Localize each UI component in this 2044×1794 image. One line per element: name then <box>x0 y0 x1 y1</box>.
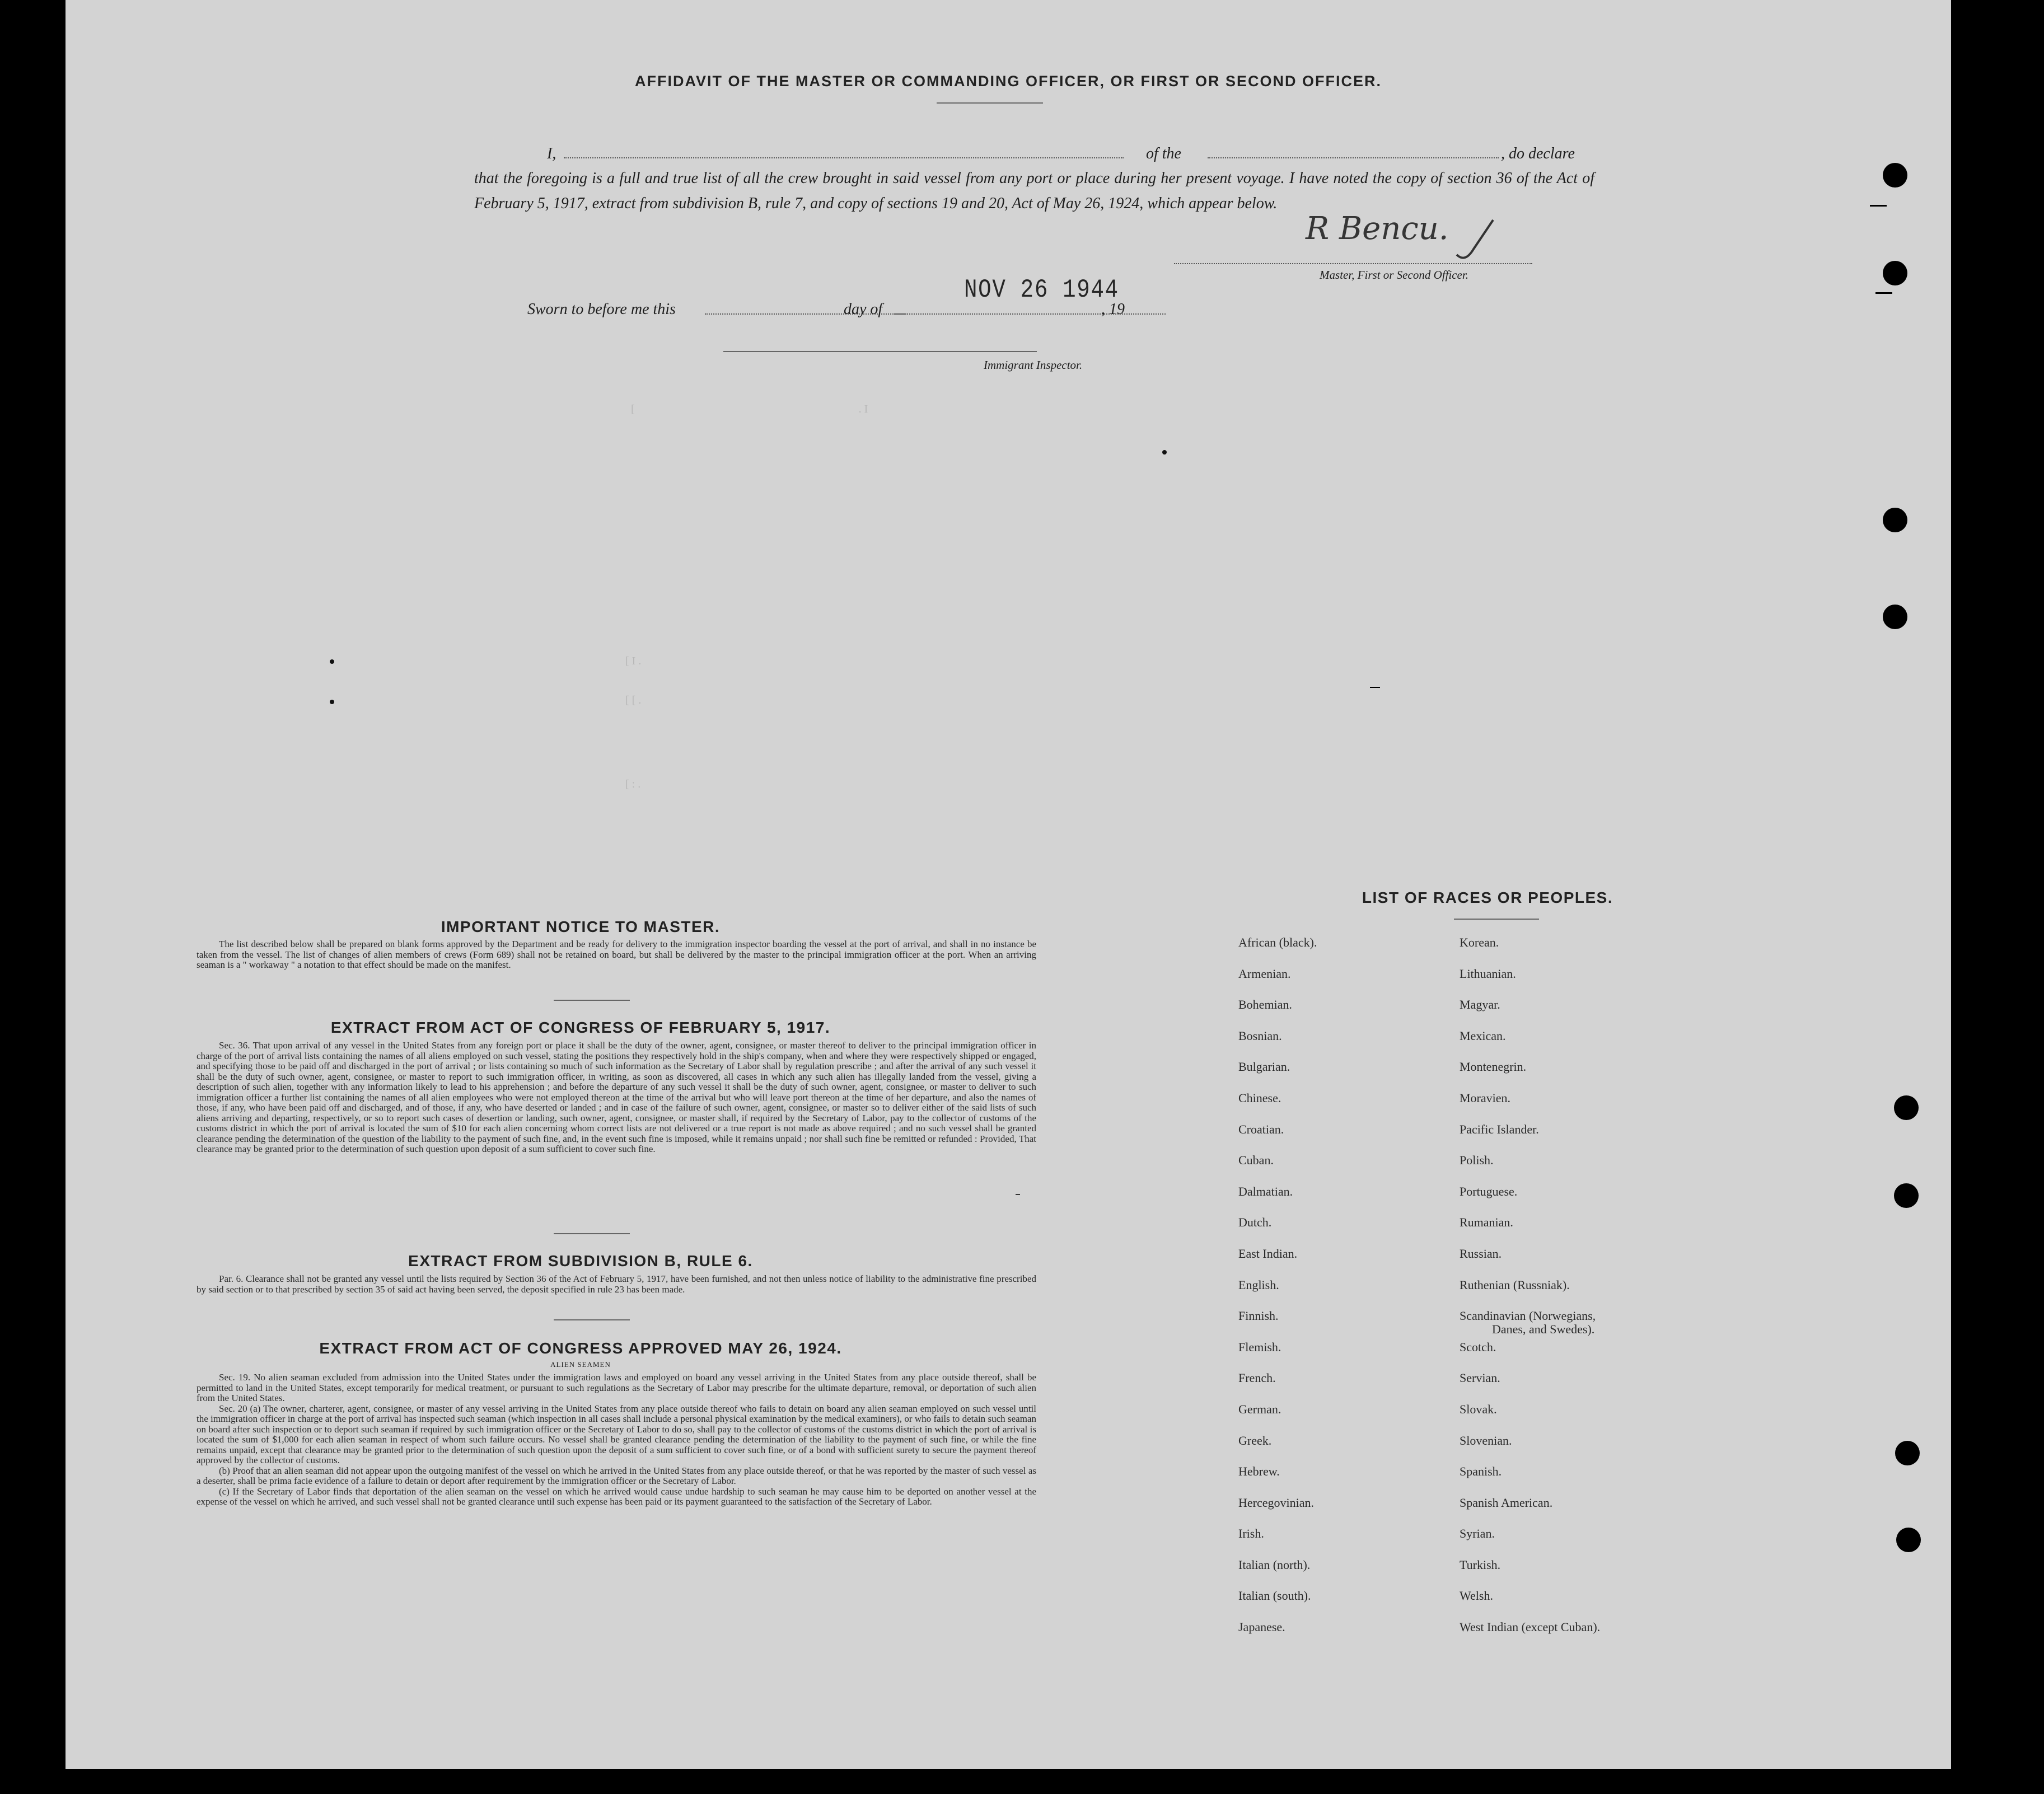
races-right-column <box>1460 936 1600 1652</box>
races-divider <box>1454 919 1539 920</box>
race-item: African (black). <box>1238 935 1317 949</box>
race-item: Ruthenian (Russniak). <box>1460 1277 1570 1292</box>
inspector-caption: Immigrant Inspector. <box>984 358 1083 372</box>
extract-1924-sec20b: (b) Proof that an alien seaman did not appear upon the outgoing manifest of the vessel on which he arrived in the United States from any place outside thereof, or that he was reported by the master of such vessel as a deserter, shall be prima facie evidence of a failure to detain or deport after requirement by the immigration officer or the Secretary of Labor. <box>197 1465 1036 1486</box>
race-item: Chinese. <box>1238 1090 1281 1105</box>
race-item-continuation: Danes, and Swedes). <box>1492 1322 1595 1336</box>
edge-tear-mark <box>1875 292 1892 294</box>
ink-dash <box>1016 1194 1020 1195</box>
extract-1917-title: EXTRACT FROM ACT OF CONGRESS OF FEBRUARY 5, 1917. <box>330 1019 831 1036</box>
race-item: Irish. <box>1238 1526 1264 1541</box>
extract-rule6-title: EXTRACT FROM SUBDIVISION B, RULE 6. <box>408 1252 753 1270</box>
race-item: Syrian. <box>1460 1526 1495 1541</box>
races-left-column <box>1238 936 1317 1652</box>
vessel-name-line <box>1208 157 1499 158</box>
race-item: Slovak. <box>1460 1402 1497 1416</box>
race-item: Lithuanian. <box>1460 966 1516 981</box>
race-item: English. <box>1238 1277 1279 1292</box>
race-item: Russian. <box>1460 1246 1502 1261</box>
punch-hole <box>1896 1528 1921 1552</box>
race-item: Japanese. <box>1238 1620 1285 1634</box>
section-divider <box>554 1233 630 1234</box>
race-item: Slovenian. <box>1460 1433 1512 1448</box>
race-item: Hebrew. <box>1238 1464 1280 1479</box>
inspector-signature-line <box>723 351 1037 352</box>
race-item: Cuban. <box>1238 1153 1274 1168</box>
extract-rule6-paragraph: Par. 6. Clearance shall not be granted any vessel until the lists required by Section 36 of the Act of February 5, 1917, have been furnished, and not then unless notice of liability to the administrative fine prescribed by said section or to that prescribed by section 35 of said act having been served, the deposit specified in rule 23 has been made. <box>197 1273 1036 1295</box>
race-item: Bulgarian. <box>1238 1060 1290 1074</box>
race-item: Dalmatian. <box>1238 1184 1293 1198</box>
race-item: East Indian. <box>1238 1246 1298 1261</box>
faint-mark: [ [ . <box>625 694 642 706</box>
punch-hole <box>1883 508 1907 532</box>
day-of-label: day of <box>844 301 883 318</box>
notice-paragraph: The list described below shall be prepared on blank forms approved by the Department and be ready for delivery to the immigration inspector boarding the vessel at the port of arrival, and shall in no instance be taken from the vessel. The list of changes of alien members of crews (Form 689) shall not be retained on board, but shall be delivered by the master to the principal immigration officer at the port. When an arriving seaman is a " workaway " a notation to that effect should be made on the manifest. <box>197 939 1036 970</box>
affidavit-body: that the foregoing is a full and true list of all the crew brought in said vessel from any port or place during her present voyage. I have noted the copy of section 36 of the Act of February 5, 1917, extract from subdivision B, rule 7, and copy of sections 19 and 20, Act of May 26, 1924, which appear below. <box>474 170 1594 212</box>
race-item: Mexican. <box>1460 1028 1506 1043</box>
signature-check-mark <box>1454 216 1499 266</box>
section-divider <box>554 1000 630 1001</box>
race-item: Polish. <box>1460 1153 1494 1168</box>
race-item: Rumanian. <box>1460 1215 1513 1230</box>
race-item: German. <box>1238 1402 1281 1416</box>
race-item: Bosnian. <box>1238 1028 1282 1043</box>
declarant-name-line <box>564 157 1124 158</box>
race-item: Moravien. <box>1460 1090 1511 1105</box>
race-item: French. <box>1238 1371 1276 1385</box>
edge-tear-mark <box>1870 205 1887 207</box>
document-sheet <box>66 0 1951 1769</box>
race-item: Magyar. <box>1460 997 1500 1012</box>
race-item: Hercegovinian. <box>1238 1495 1314 1510</box>
faint-mark: [ : . <box>625 778 641 790</box>
extract-1924-sec20c: (c) If the Secretary of Labor finds that deportation of the alien seaman on the vessel on which he arrived would cause undue hardship to such seaman he may cause him to be deported on another vessel at the expense of the vessel on which he arrived, and such vessel shall not be granted clearance until such expense has been paid or its payment guaranteed to the satisfaction of the Secretary of Labor. <box>197 1486 1036 1507</box>
faint-mark: [ . I <box>631 403 868 415</box>
notice-text <box>197 939 1036 971</box>
faint-mark: [ I . <box>625 655 642 667</box>
sworn-month-line <box>894 313 1166 315</box>
title-divider <box>937 102 1043 104</box>
master-signature: R Bencu. <box>1306 210 1449 247</box>
year-suffix: , 19 <box>1101 301 1125 318</box>
race-item: Servian. <box>1460 1371 1500 1385</box>
extract-rule6-text <box>197 1274 1036 1295</box>
ink-speck <box>1162 450 1167 455</box>
race-item: Korean. <box>1460 935 1499 949</box>
signature-line <box>1174 263 1532 264</box>
race-item: Flemish. <box>1238 1339 1281 1354</box>
race-item: Croatian. <box>1238 1122 1284 1136</box>
extract-1924-text <box>197 1373 1036 1507</box>
extract-1924-title: EXTRACT FROM ACT OF CONGRESS APPROVED MAY 26, 1924. <box>319 1339 842 1357</box>
race-item: Scotch. <box>1460 1339 1496 1354</box>
ink-speck <box>330 659 334 664</box>
section-divider <box>554 1319 630 1320</box>
ink-dash <box>1370 687 1380 688</box>
date-stamp: NOV 26 1944 <box>964 275 1119 305</box>
race-item: Montenegrin. <box>1460 1060 1527 1074</box>
race-item: Turkish. <box>1460 1557 1501 1572</box>
punch-hole <box>1895 1441 1920 1465</box>
punch-hole <box>1894 1183 1919 1208</box>
punch-hole <box>1883 261 1907 285</box>
declarant-label: I, <box>547 145 556 162</box>
race-item: Greek. <box>1238 1433 1272 1448</box>
ink-speck <box>330 700 334 704</box>
race-item: Italian (north). <box>1238 1557 1311 1572</box>
punch-hole <box>1883 163 1907 188</box>
extract-1917-text <box>197 1041 1036 1155</box>
races-title: LIST OF RACES OR PEOPLES. <box>1362 889 1613 906</box>
do-declare-label: , do declare <box>1501 145 1575 162</box>
extract-1924-subtitle: ALIEN SEAMEN <box>550 1360 611 1369</box>
extract-1924-sec20a: Sec. 20 (a) The owner, charterer, agent, consignee, or master of any vessel arriving in the United States from any place outside thereof who fails to detain on board any alien seaman employed on such vessel until the immigration officer in charge at the port of arrival has inspected such seaman (which inspection in all cases shall include a personal physical examination by the medical examiners), or who fails to detain such seaman on board after such inspection or to deport such seaman if required by such immigration officer or the Secretary of Labor to do so, shall pay to the collector of customs of the customs district in which the port of arrival is located the sum of $1,000 for each alien seaman in respect of whom such failure occurs. No vessel shall be granted clearance pending the determination of the liability to the payment of such fine, or while the fine remains unpaid, except that clearance may be granted prior to the determination of such question upon the deposit of a sum sufficient to cover such fine, or of a bond with sufficient surety to secure the payment thereof approved by the collector of customs. <box>197 1403 1036 1465</box>
race-item: Spanish American. <box>1460 1495 1553 1510</box>
race-item: Pacific Islander. <box>1460 1122 1539 1136</box>
race-item: Scandinavian (Norwegians, <box>1460 1309 1596 1323</box>
race-item: Bohemian. <box>1238 997 1292 1012</box>
signature-caption: Master, First or Second Officer. <box>1320 268 1468 282</box>
race-item: Dutch. <box>1238 1215 1272 1230</box>
extract-1924-sec19: Sec. 19. No alien seaman excluded from admission into the United States under the immigration laws and employed on board any vessel arriving in the United States from any place outside thereof, shall be permitted to land in the United States, except temporarily for medical treatment, or pursuant to such regulations as the Secretary of Labor may prescribe for the ultimate departure, removal, or deportation of such alien from the United States. <box>197 1372 1036 1403</box>
punch-hole <box>1883 605 1907 629</box>
notice-title: IMPORTANT NOTICE TO MASTER. <box>441 918 721 935</box>
extract-1917-paragraph: Sec. 36. That upon arrival of any vessel in the United States from any foreign port or place it shall be the duty of the owner, agent, consignee, or master thereof to deliver to the principal immigration officer in charge of the port of arrival lists containing the names of all aliens employed on such vessel, stating the positions they respectively hold in the ship's company, when and where they were respectively shipped or engaged, and specifying those to be paid off and discharged in the port of arrival ; or lists containing so much of such information as the Secretary of Labor shall by regulation prescribe ; and after the arrival of any such vessel it shall be the duty of such owner, agent, consignee, or master to report to such immigration officer, in writing, as soon as discovered, all cases in which any such alien has illegally landed from the vessel, giving a description of such alien, together with any information likely to lead to his apprehension ; and before the departure of any such vessel it shall be the duty of such owner, agent, consignee, or master to deliver to such immigration officer a further list containing the names of all alien employees who were not employed thereon at the time of the arrival but who will leave port thereon at the time of her departure, and also the names of those, if any, who have been paid off and discharged, and of those, if any, who have deserted or landed ; and in case of the failure of such owner, agent, consignee, or master so to deliver either of the said lists of such aliens arriving and departing, respectively, or so to report such cases of desertion or landing, such owner, agent, consignee, or master shall, if required by the Secretary of Labor, pay to the collector of customs of the customs district in which the port of arrival is located the sum of $10 for each alien concerning whom correct lists are not delivered or a true report is not made as above required ; and no such vessel shall be granted clearance pending the determination of the question of the liability to the payment of such fine, and, in the event such fine is imposed, while it remains unpaid ; nor shall such fine be remitted or refunded : Provided, That clearance may be granted prior to the determination of such question upon deposit of a sum sufficient to cover such fine. <box>197 1040 1036 1154</box>
race-item: Italian (south). <box>1238 1589 1311 1603</box>
race-item: Portuguese. <box>1460 1184 1518 1198</box>
race-item: Armenian. <box>1238 966 1291 981</box>
race-item: Finnish. <box>1238 1309 1279 1323</box>
of-the-label: of the <box>1146 145 1181 162</box>
sworn-label: Sworn to before me this <box>527 301 676 318</box>
race-item: West Indian (except Cuban). <box>1460 1620 1601 1634</box>
race-item: Spanish. <box>1460 1464 1502 1479</box>
affidavit-title: AFFIDAVIT OF THE MASTER OR COMMANDING OFFICER, OR FIRST OR SECOND OFFICER. <box>635 73 1382 90</box>
race-item: Welsh. <box>1460 1589 1493 1603</box>
punch-hole <box>1894 1095 1919 1120</box>
